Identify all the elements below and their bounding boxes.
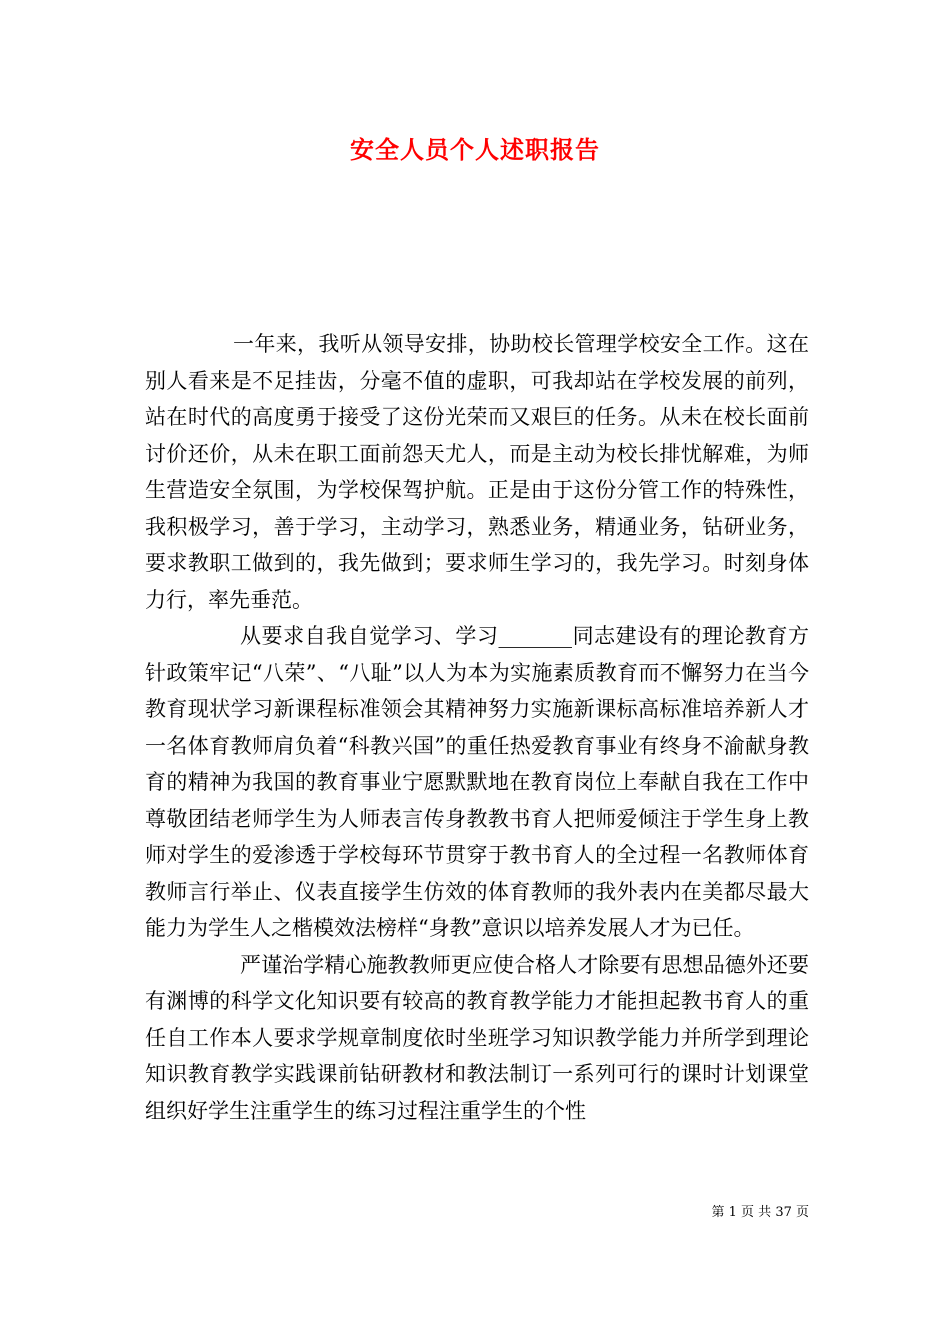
- page-number: 第 1 页 共 37 页: [711, 1205, 809, 1220]
- document-body: [145, 326, 809, 1129]
- paragraph-1: 一年来，我听从领导安排，协助校长管理学校安全工作。这在别人看来是不足挂齿，分毫不值的虚职，可我却站在学校发展的前列，站在时代的高度勇于接受了这份光荣而又艰巨的任务。从未在校长面前讨价还价，从未在职工面前怨天尤人，而是主动为校长排忧解难，为师生营造安全氛围，为学校保驾护航。正是由于这份分管工作的特殊性，我积极学习，善于学习，主动学习，熟悉业务，精通业务，钻研业务，要求教职工做到的，我先做到；要求师生学习的，我先学习。时刻身体力行，率先垂范。: [145, 332, 809, 612]
- paragraph-2: 从要求自我自觉学习、学习_______同志建设有的理论教育方针政策牢记“八荣”、“八耻”以人为本为实施素质教育而不懈努力在当今教育现状学习新课程标准领会其精神努力实施新课标高标准培养新人才一名体育教师肩负着“科教兴国”的重任热爱教育事业有终身不渝献身教育的精神为我国的教育事业宁愿默默地在教育岗位上奉献自我在工作中尊敬团结老师学生为人师表言传身教教书育人把师爱倾注于学生身上教师对学生的爱渗透于学校每环节贯穿于教书育人的全过程一名教师体育教师言行举止、仪表直接学生仿效的体育教师的我外表内在美都尽最大能力为学生人之楷模效法榜样“身教”意识以培养发展人才为已任。: [145, 624, 809, 940]
- paragraph-3: 严谨治学精心施教教师更应使合格人才除要有思想品德外还要有渊博的科学文化知识要有较高的教育教学能力才能担起教书育人的重任自工作本人要求学规章制度依时坐班学习知识教学能力并所学到理论知识教育教学实践课前钻研教材和教法制订一系列可行的课时计划课堂组织好学生注重学生的练习过程注重学生的个性: [145, 952, 809, 1123]
- document-title: 安全人员个人述职报告: [350, 135, 600, 164]
